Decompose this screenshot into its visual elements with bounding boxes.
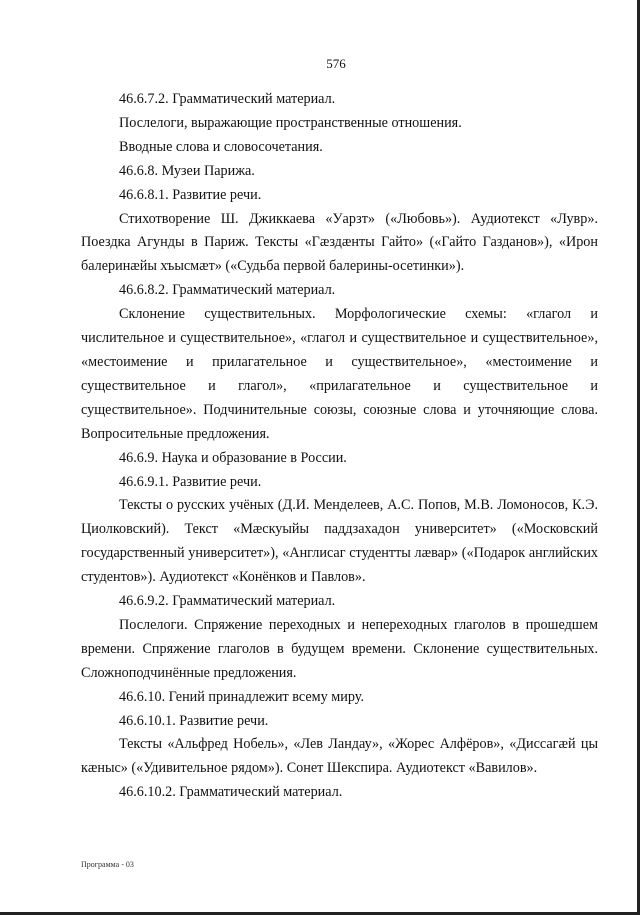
section-heading: 46.6.8.2. Грамматический материал. bbox=[119, 282, 336, 299]
section-heading: 46.6.8.1. Развитие речи. bbox=[119, 186, 262, 203]
section-heading: 46.6.9. Наука и образование в России. bbox=[119, 449, 347, 466]
section-heading: 46.6.10. Гений принадлежит всему миру. bbox=[119, 688, 365, 705]
footer-note: Программа - 03 bbox=[81, 860, 134, 869]
section-heading: 46.6.10.1. Развитие речи. bbox=[119, 712, 269, 729]
section-heading: 46.6.8. Музеи Парижа. bbox=[119, 162, 255, 179]
section-heading: 46.6.10.2. Грамматический материал. bbox=[119, 784, 343, 801]
page-number: 576 bbox=[326, 56, 346, 71]
paragraph: Стихотворение Ш. Джиккаева «Уарзт» («Любовь»). Аудиотекст «Лувр». Поездка Агунды в Париж. Тексты «Гæздæнты Гайто» («Гайто Газданов»), «Ирон балеринæйы хъысмæт» («Судьба первой балерины-осетинки»). bbox=[81, 210, 598, 275]
section-heading: 46.6.9.1. Развитие речи. bbox=[119, 473, 262, 490]
section-heading: 46.6.7.2. Грамматический материал. bbox=[119, 91, 336, 107]
document-body bbox=[81, 88, 598, 805]
paragraph: Тексты «Альфред Нобель», «Лев Ландау», «Жорес Алфёров», «Диссагæй цы кæныс» («Удивительное рядом»). Сонет Шекспира. Аудиотекст «Вавилов». bbox=[81, 736, 598, 777]
paragraph: Послелоги. Спряжение переходных и непереходных глаголов в прошедшем времени. Спряжение глаголов в будущем времени. Склонение существительных. Сложноподчинённые предложения. bbox=[81, 616, 598, 681]
paragraph: Вводные слова и словосочетания. bbox=[119, 138, 323, 155]
paragraph: Послелоги, выражающие пространственные отношения. bbox=[119, 114, 462, 131]
paragraph: Тексты о русских учёных (Д.И. Менделеев, А.С. Попов, М.В. Ломоносов, К.Э. Циолковский). Текст «Мæскуыйы паддзахадон университет» («Московский государственный университет»), «Англисаг студентты лæвар» («Подарок английских студентов»). Аудиотекст «Конёнков и Павлов». bbox=[81, 497, 598, 586]
paragraph: Склонение существительных. Морфологические схемы: «глагол и числительное и существительное», «глагол и существительное и существительное», «местоимение и прилагательное и существительное», «местоимение и существительное и глагол», «прилагательное и существительное и существительное». Подчинительные союзы, союзные слова и уточняющие слова. Вопросительные предложения. bbox=[81, 306, 598, 442]
section-heading: 46.6.9.2. Грамматический материал. bbox=[119, 593, 336, 610]
